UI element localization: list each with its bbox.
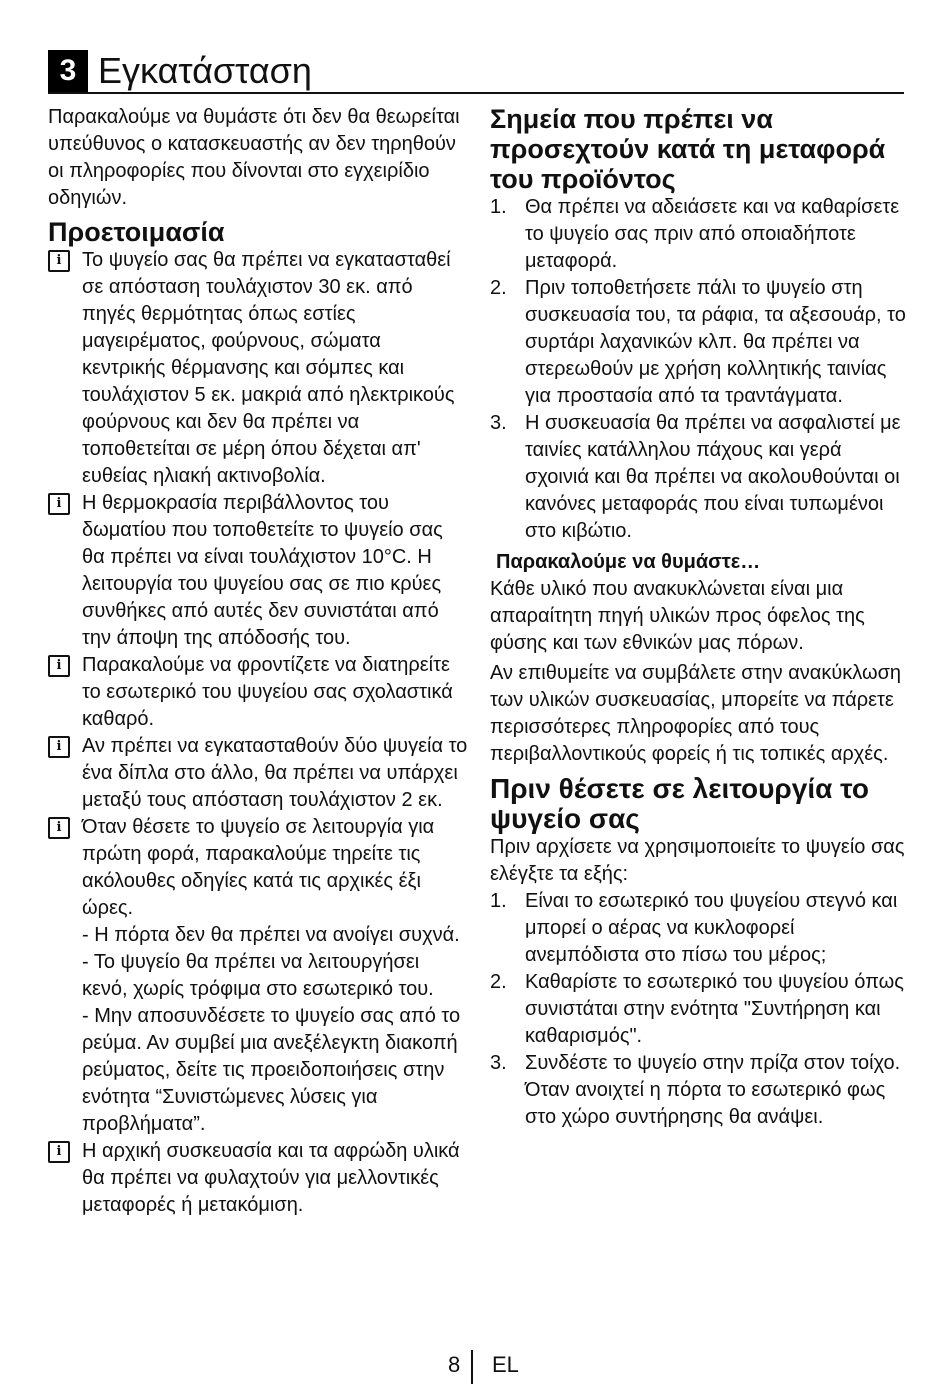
note-item xyxy=(48,652,468,733)
page-number: 8 xyxy=(448,1352,461,1377)
list-text: Είναι το εσωτερικό του ψυγείου στεγνό και μπορεί ο αέρας να κυκλοφορεί ανεμπόδιστα στο πίσω του μέρος; xyxy=(525,890,898,966)
list-number: 1. xyxy=(490,196,507,218)
note-text: Η θερμοκρασία περιβάλλοντος του δωματίου που τοποθετείτε το ψυγείο σας θα πρέπει να είναι τουλάχιστον 10°C. Η λειτουργία του ψυγείου σας σε πιο κρύες συνθήκες από αυτές δεν συνιστάται από την άποψη της απόδοσής του. xyxy=(82,492,443,649)
list-text: Η συσκευασία θα πρέπει να ασφαλιστεί με ταινίες κατάλληλου πάχους και γερά σχοινιά και θα πρέπει να ακολουθούνται οι κανόνες μεταφοράς που είναι τυπωμένοι στο κιβώτιο. xyxy=(525,412,901,542)
chapter-header xyxy=(48,46,904,94)
before-use-intro: Πριν αρχίσετε να χρησιμοποιείτε το ψυγείο σας ελέγξτε τα εξής: xyxy=(490,836,905,885)
info-icon: i xyxy=(48,817,70,839)
list-item xyxy=(490,275,910,410)
list-item xyxy=(490,888,910,969)
info-icon: i xyxy=(48,493,70,515)
preparation-heading: Προετοιμασία xyxy=(48,217,225,247)
transport-list xyxy=(490,194,910,545)
list-item xyxy=(490,1050,910,1131)
list-text: Συνδέστε το ψυγείο στην πρίζα στον τοίχο. Όταν ανοιχτεί η πόρτα το εσωτερικό φως στο χώρο συντήρησης θα ανάψει. xyxy=(525,1052,901,1128)
chapter-title: Εγκατάσταση xyxy=(98,50,312,91)
note-item xyxy=(48,490,468,652)
note-subitem: - Μην αποσυνδέσετε το ψυγείο σας από το ρεύμα. Αν συμβεί μια ανεξέλεγκτη διακοπή ρεύματος, δείτε τις προειδοποιήσεις στην ενότητα “Συνιστώμενες λύσεις για προβλήματα”. xyxy=(82,1005,461,1135)
info-icon: i xyxy=(48,655,70,677)
remember-paragraph: Κάθε υλικό που ανακυκλώνεται είναι μια απαραίτητη πηγή υλικών προς όφελος της φύσης και των εθνικών μας πόρων. xyxy=(490,578,865,654)
list-item xyxy=(490,969,910,1050)
info-icon: i xyxy=(48,250,70,272)
before-use-list xyxy=(490,888,910,1131)
list-number: 3. xyxy=(490,1052,507,1074)
note-text: Το ψυγείο σας θα πρέπει να εγκατασταθεί σε απόσταση τουλάχιστον 30 εκ. από πηγές θερμότητας όπως εστίες μαγειρέματος, φούρνους, σώματα κεντρικής θέρμανσης και σόμπες και τουλάχιστον 5 εκ. μακριά από ηλεκτρικούς φούρνους και δεν θα πρέπει να τοποθετείται σε μέρη όπου δέχεται απ' ευθείας ηλιακή ακτινοβολία. xyxy=(82,249,455,487)
list-text: Καθαρίστε το εσωτερικό του ψυγείου όπως συνιστάται στην ενότητα "Συντήρηση και καθαρισμός". xyxy=(525,971,904,1047)
list-number: 1. xyxy=(490,890,507,912)
note-item xyxy=(48,733,468,814)
note-text: Αν πρέπει να εγκατασταθούν δύο ψυγεία το ένα δίπλα στο άλλο, θα πρέπει να υπάρχει μεταξύ τους απόσταση τουλάχιστον 2 εκ. xyxy=(82,735,468,811)
list-number: 2. xyxy=(490,277,507,299)
language-code: EL xyxy=(492,1352,519,1377)
list-item xyxy=(490,194,910,275)
list-text: Θα πρέπει να αδειάσετε και να καθαρίσετε το ψυγείο σας πριν από οποιαδήποτε μεταφορά. xyxy=(525,196,900,272)
intro-paragraph: Παρακαλούμε να θυμάστε ότι δεν θα θεωρείται υπεύθυνος ο κατασκευαστής αν δεν τηρηθούν οι πληροφορίες που δίνονται στο εγχειρίδιο οδηγιών. xyxy=(48,106,460,209)
left-column xyxy=(48,104,468,1219)
list-number: 3. xyxy=(490,412,507,434)
list-number: 2. xyxy=(490,971,507,993)
page-footer xyxy=(0,1350,950,1384)
footer-divider xyxy=(471,1350,473,1384)
before-use-heading: Πριν θέσετε σε λειτουργία το ψυγείο σας xyxy=(490,773,869,834)
note-text: Η αρχική συσκευασία και τα αφρώδη υλικά θα πρέπει να φυλαχτούν για μελλοντικές μεταφορές ή μετακόμιση. xyxy=(82,1140,460,1216)
transport-heading: Σημεία που πρέπει να προσεχτούν κατά τη μεταφορά του προϊόντος xyxy=(490,104,886,194)
right-column xyxy=(490,104,910,1131)
list-text: Πριν τοποθετήσετε πάλι το ψυγείο στη συσκευασία του, τα ράφια, τα αξεσουάρ, το συρτάρι λαχανικών κλπ. θα πρέπει να στερεωθούν με χρήση κολλητικής ταινίας για προστασία από τα τραντάγματα. xyxy=(525,277,906,407)
note-item xyxy=(48,814,468,1138)
note-subitem: - Η πόρτα δεν θα πρέπει να ανοίγει συχνά. xyxy=(82,924,460,946)
note-text: Όταν θέσετε το ψυγείο σε λειτουργία για πρώτη φορά, παρακαλούμε τηρείτε τις ακόλουθες οδηγίες κατά τις αρχικές έξι ώρες. xyxy=(82,816,435,919)
note-text: Παρακαλούμε να φροντίζετε να διατηρείτε το εσωτερικό του ψυγείου σας σχολαστικά καθαρό. xyxy=(82,654,453,730)
list-item xyxy=(490,410,910,545)
note-subitem: - Το ψυγείο θα πρέπει να λειτουργήσει κενό, χωρίς τρόφιμα στο εσωτερικό του. xyxy=(82,951,434,1000)
recycling-paragraph: Αν επιθυμείτε να συμβάλετε στην ανακύκλωση των υλικών συσκευασίας, μπορείτε να πάρετε περισσότερες πληροφορίες από τους περιβαλλοντικούς φορείς ή τις τοπικές αρχές. xyxy=(490,662,902,765)
note-item xyxy=(48,247,468,490)
chapter-number: 3 xyxy=(48,50,88,92)
info-icon: i xyxy=(48,736,70,758)
info-icon: i xyxy=(48,1141,70,1163)
remember-heading: Παρακαλούμε να θυμάστε… xyxy=(496,551,761,573)
note-item xyxy=(48,1138,468,1219)
